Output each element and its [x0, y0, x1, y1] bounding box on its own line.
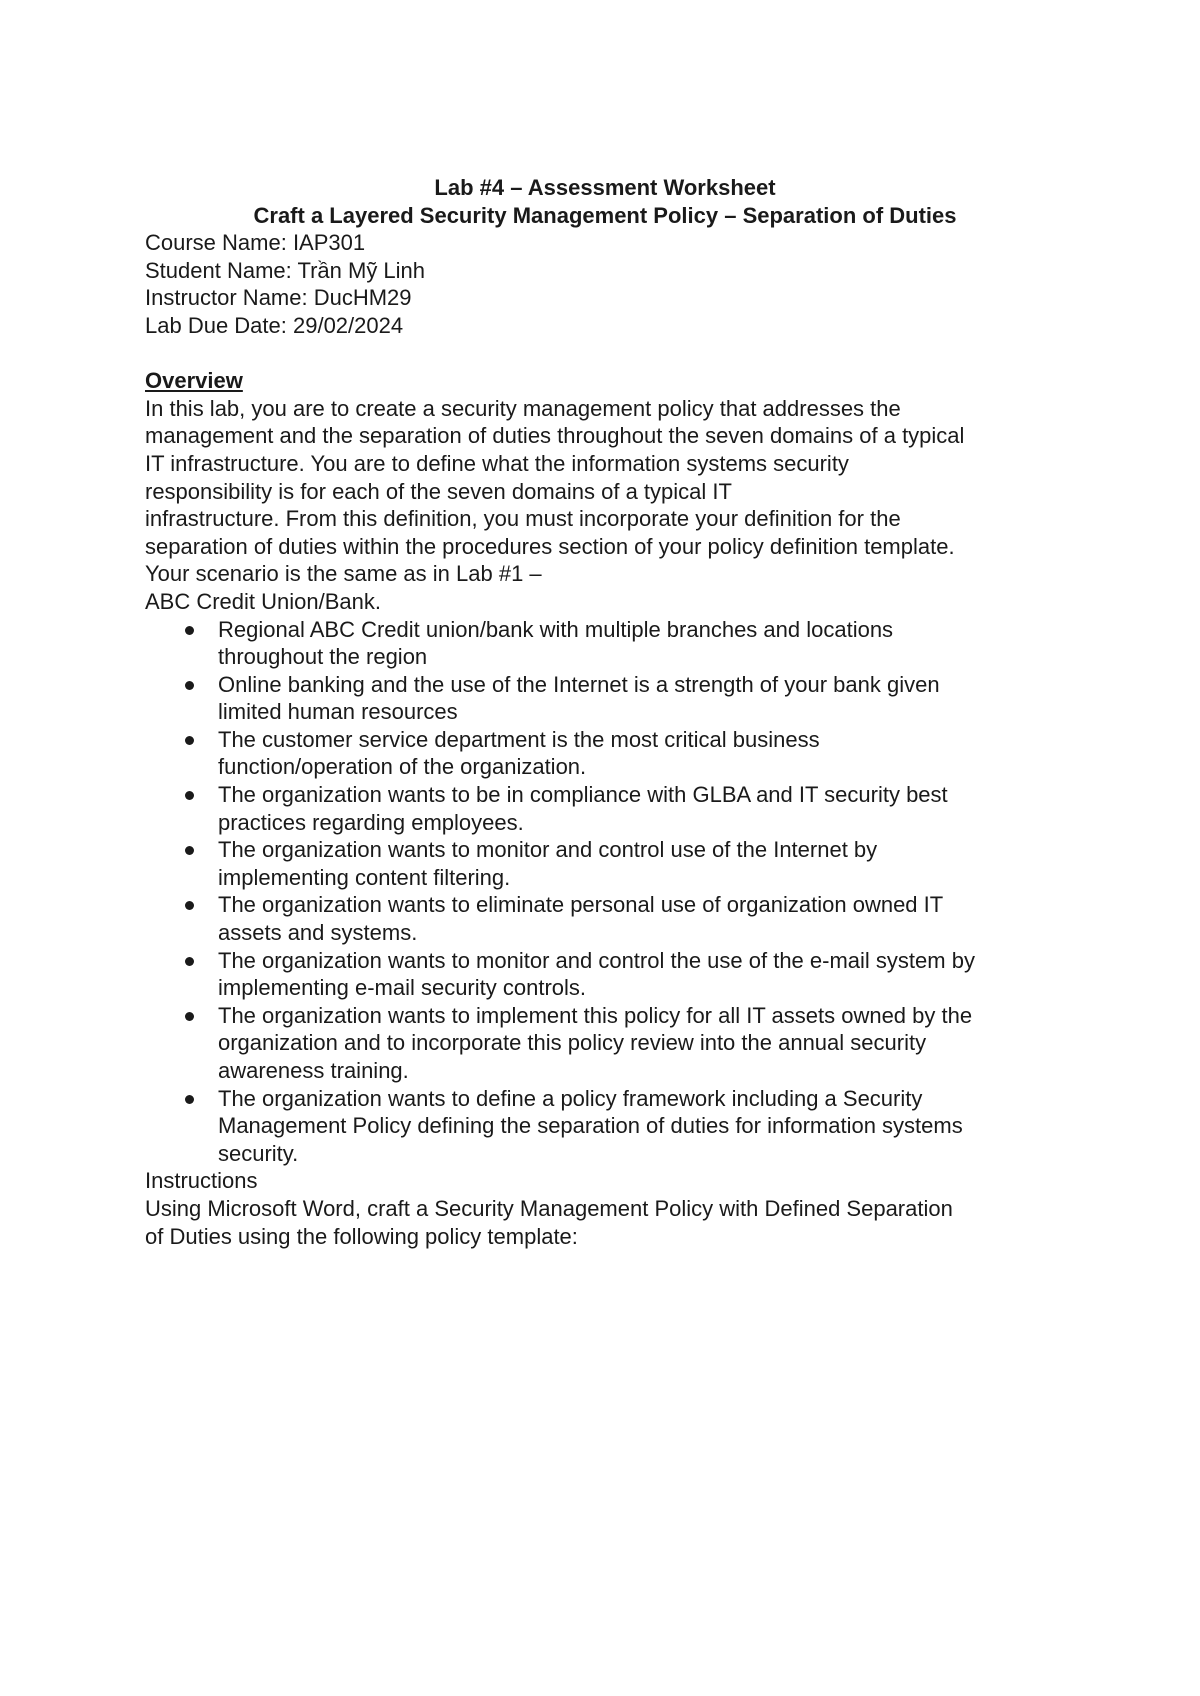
bullet-icon: [185, 1012, 194, 1021]
instructor-name-field: Instructor Name: DucHM29: [145, 285, 412, 311]
due-date-field: Lab Due Date: 29/02/2024: [145, 312, 404, 338]
bullet-line: function/operation of the organization.: [218, 754, 587, 780]
instructions-line: of Duties using the following policy template:: [145, 1223, 578, 1249]
list-item: [145, 891, 1065, 946]
overview-line: ABC Credit Union/Bank.: [145, 588, 381, 614]
instructions-heading: Instructions: [145, 1168, 258, 1194]
overview-heading: Overview: [145, 368, 243, 394]
bullet-line: Management Policy defining the separation of duties for information systems: [218, 1113, 963, 1139]
overview-line: management and the separation of duties throughout the seven domains of a typical: [145, 423, 965, 449]
bullet-line: assets and systems.: [218, 920, 418, 946]
list-item: [145, 1085, 1065, 1168]
bullet-line: The organization wants to monitor and control use of the Internet by: [218, 837, 878, 863]
overview-line: In this lab, you are to create a security management policy that addresses the: [145, 395, 901, 421]
bullet-line: implementing content filtering.: [218, 864, 511, 890]
bullet-icon: [185, 736, 194, 745]
bullet-line: practices regarding employees.: [218, 809, 524, 835]
course-name-field: Course Name: IAP301: [145, 230, 366, 256]
bullet-line: Online banking and the use of the Internet is a strength of your bank given: [218, 671, 940, 697]
bullet-line: organization and to incorporate this policy review into the annual security: [218, 1030, 927, 1056]
instructions-line: Using Microsoft Word, craft a Security Management Policy with Defined Separation: [145, 1195, 953, 1221]
scenario-bullet-list: [145, 616, 1065, 1168]
bullet-line: The organization wants to be in compliance with GLBA and IT security best: [218, 782, 948, 808]
bullet-line: The customer service department is the most critical business: [218, 726, 820, 752]
list-item: [145, 836, 1065, 891]
bullet-line: Regional ABC Credit union/bank with multiple branches and locations: [218, 616, 894, 642]
document-content: [145, 174, 1065, 1250]
bullet-line: awareness training.: [218, 1058, 409, 1083]
bullet-icon: [185, 791, 194, 800]
overview-line: responsibility is for each of the seven domains of a typical IT: [145, 478, 732, 504]
list-item: [145, 947, 1065, 1002]
bullet-icon: [185, 901, 194, 910]
bullet-line: implementing e-mail security controls.: [218, 975, 587, 1001]
list-item: [145, 1002, 1065, 1085]
list-item: [145, 671, 1065, 726]
bullet-icon: [185, 846, 194, 855]
bullet-line: The organization wants to define a policy framework including a Security: [218, 1085, 923, 1111]
bullet-icon: [185, 626, 194, 635]
list-item: [145, 726, 1065, 781]
student-name-field: Student Name: Trần Mỹ Linh: [145, 257, 426, 283]
spacer: [145, 340, 1065, 368]
overview-line: infrastructure. From this definition, you must incorporate your definition for the: [145, 506, 901, 532]
overview-line: IT infrastructure. You are to define what the information systems security: [145, 450, 849, 476]
bullet-line: limited human resources: [218, 699, 458, 725]
overview-line: Your scenario is the same as in Lab #1 –: [145, 561, 542, 587]
document-title: Lab #4 – Assessment Worksheet: [434, 175, 776, 200]
bullet-line: The organization wants to implement this policy for all IT assets owned by the: [218, 1002, 973, 1028]
bullet-line: The organization wants to eliminate personal use of organization owned IT: [218, 892, 944, 918]
list-item: [145, 616, 1065, 671]
bullet-icon: [185, 957, 194, 966]
bullet-line: throughout the region: [218, 644, 428, 670]
overview-paragraph: [145, 395, 1065, 616]
bullet-line: The organization wants to monitor and control the use of the e-mail system by: [218, 947, 975, 973]
bullet-line: security.: [218, 1140, 299, 1166]
list-item: [145, 781, 1065, 836]
bullet-icon: [185, 1095, 194, 1104]
overview-line: separation of duties within the procedures section of your policy definition template.: [145, 533, 955, 559]
bullet-icon: [185, 681, 194, 690]
document-subtitle: Craft a Layered Security Management Policy – Separation of Duties: [253, 202, 957, 228]
